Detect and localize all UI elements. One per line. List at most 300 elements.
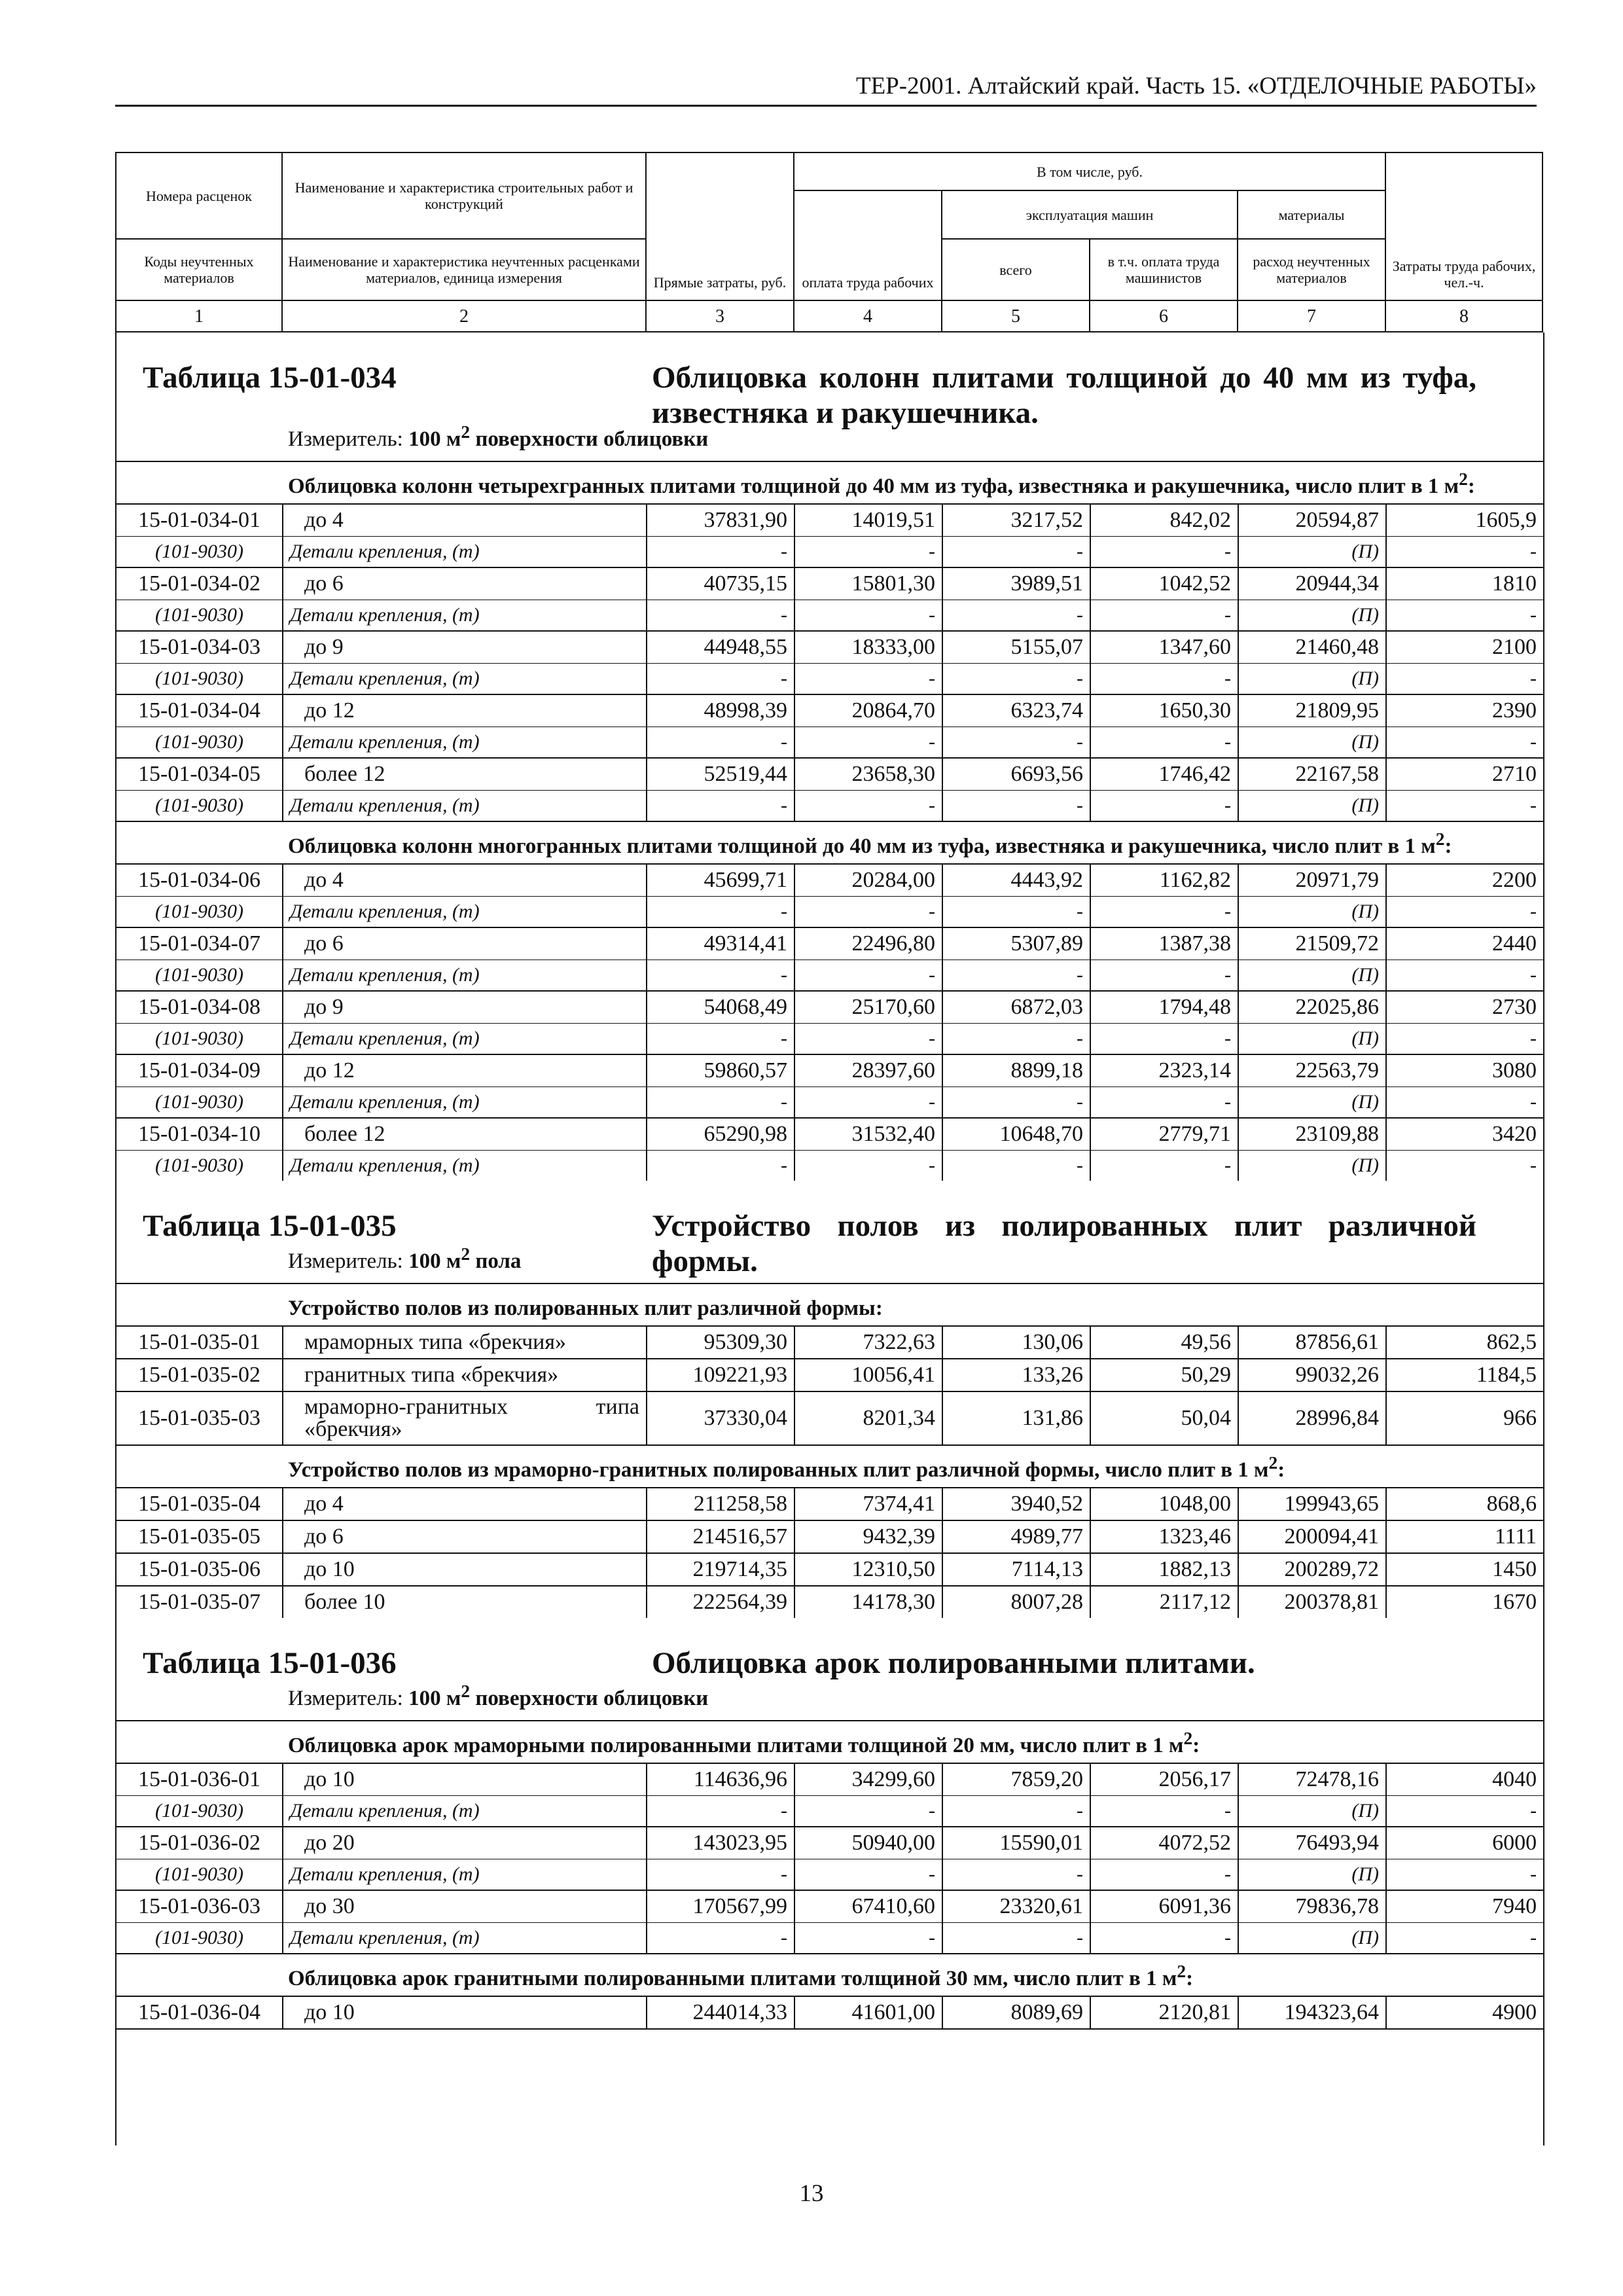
cell-mach: - [942, 960, 1090, 992]
cell-hours: - [1386, 727, 1543, 759]
cell-hours: 2390 [1386, 694, 1543, 727]
cell-mat: 21460,48 [1238, 631, 1386, 664]
material-row [116, 897, 1543, 928]
cell-direct: - [647, 537, 794, 568]
cell-direct: 222564,39 [647, 1586, 794, 1618]
material-row [116, 791, 1543, 822]
cell-hours: 862,5 [1386, 1326, 1543, 1359]
material-code: (101-9030) [116, 897, 283, 928]
work-name: до 10 [283, 1763, 647, 1796]
cell-direct: 44948,55 [647, 631, 794, 664]
cell-mach-labor: 1048,00 [1090, 1488, 1238, 1520]
material-code: (101-9030) [116, 791, 283, 822]
rate-row [116, 1827, 1543, 1859]
col7-label: расход неучтенных материалов [1238, 239, 1385, 300]
cell-mat: 20944,34 [1238, 567, 1386, 600]
rate-code: 15-01-034-10 [116, 1118, 283, 1151]
cell-mach: - [942, 1024, 1090, 1055]
measure-superscript: 2 [461, 1244, 471, 1264]
group-heading-colon: : [1192, 1734, 1200, 1757]
material-name: Детали крепления, (т) [283, 1087, 647, 1119]
cell-mach-labor: - [1090, 791, 1238, 822]
header-rule [115, 105, 1537, 107]
cell-hours: 2100 [1386, 631, 1543, 664]
cell-hours: 1111 [1386, 1520, 1543, 1553]
cell-mach-labor: - [1090, 960, 1238, 992]
group-heading-superscript: 2 [1459, 469, 1468, 489]
cell-mach-labor: 49,56 [1090, 1326, 1238, 1359]
group-heading [116, 461, 1543, 504]
group-heading-text: Устройство полов из полированных плит различной формы: [288, 1297, 883, 1320]
col5-label: всего [942, 239, 1090, 300]
cell-mach: - [942, 1087, 1090, 1119]
material-row [116, 537, 1543, 568]
col2-top-label: Наименование и характеристика строительных работ и конструкций [282, 152, 646, 239]
cell-mach: - [942, 897, 1090, 928]
col3-label: Прямые затраты, руб. [646, 152, 794, 300]
cell-hours: 4040 [1386, 1763, 1543, 1796]
cell-direct: 244014,33 [647, 1996, 794, 2029]
cell-labor: - [794, 1151, 942, 1181]
work-name: до 4 [283, 864, 647, 897]
group-heading-colon: : [1277, 1458, 1285, 1482]
cell-labor: 20864,70 [794, 694, 942, 727]
cell-direct: - [647, 600, 794, 632]
cell-mat: (П) [1238, 897, 1386, 928]
measure-superscript: 2 [461, 422, 471, 442]
rates-table [116, 461, 1543, 1181]
material-code: (101-9030) [116, 1923, 283, 1954]
cell-mat: 20971,79 [1238, 864, 1386, 897]
cell-direct: 54068,49 [647, 991, 794, 1024]
rate-row [116, 1488, 1543, 1520]
rates-body [115, 332, 1544, 2145]
cell-mach-labor: 1323,46 [1090, 1520, 1238, 1553]
cell-mach: 8899,18 [942, 1054, 1090, 1087]
cell-direct: - [647, 1151, 794, 1181]
work-name: до 20 [283, 1827, 647, 1859]
cell-mach: 7114,13 [942, 1553, 1090, 1586]
work-name: более 10 [283, 1586, 647, 1618]
incl-label: В том числе, руб. [794, 152, 1385, 190]
work-name: гранитных типа «брекчия» [283, 1359, 647, 1391]
material-row [116, 1151, 1543, 1181]
cell-mat: 28996,84 [1238, 1391, 1386, 1445]
cell-direct: 48998,39 [647, 694, 794, 727]
rate-row [116, 694, 1543, 727]
cell-labor: 14019,51 [794, 504, 942, 537]
cell-hours: 1184,5 [1386, 1359, 1543, 1391]
cell-labor: 10056,41 [794, 1359, 942, 1391]
material-name: Детали крепления, (т) [283, 1859, 647, 1891]
cell-mach: 15590,01 [942, 1827, 1090, 1859]
group-heading-text: Устройство полов из мраморно-гранитных полированных плит различной формы, число плит в 1 м [288, 1458, 1269, 1482]
running-header: ТЕР-2001. Алтайский край. Часть 15. «ОТДЕЛОЧНЫЕ РАБОТЫ» [855, 73, 1537, 99]
rate-code: 15-01-034-01 [116, 504, 283, 537]
rate-code: 15-01-035-07 [116, 1586, 283, 1618]
cell-mach-labor: 1162,82 [1090, 864, 1238, 897]
measure-label: Измеритель: [288, 1249, 403, 1273]
cell-labor: 28397,60 [794, 1054, 942, 1087]
group-heading-row [116, 1721, 1543, 1763]
cell-labor: - [794, 960, 942, 992]
cell-mat: 22025,86 [1238, 991, 1386, 1024]
material-code: (101-9030) [116, 1859, 283, 1891]
cell-mat: 194323,64 [1238, 1996, 1386, 2029]
cell-mach: 6323,74 [942, 694, 1090, 727]
material-code: (101-9030) [116, 727, 283, 759]
cell-mach: 3217,52 [942, 504, 1090, 537]
cell-direct: - [647, 897, 794, 928]
cell-mat: 72478,16 [1238, 1763, 1386, 1796]
material-row [116, 1859, 1543, 1891]
cell-mach-labor: 4072,52 [1090, 1827, 1238, 1859]
cell-hours: - [1386, 537, 1543, 568]
cell-mach-labor: 842,02 [1090, 504, 1238, 537]
cell-labor: - [794, 1087, 942, 1119]
cell-mach-labor: 1882,13 [1090, 1553, 1238, 1586]
cell-hours: - [1386, 664, 1543, 695]
rate-row [116, 1359, 1543, 1391]
cell-direct: 40735,15 [647, 567, 794, 600]
material-code: (101-9030) [116, 537, 283, 568]
rate-row [116, 1391, 1543, 1445]
cell-mat: 200378,81 [1238, 1586, 1386, 1618]
cell-mach-labor: - [1090, 1024, 1238, 1055]
cell-direct: 49314,41 [647, 927, 794, 960]
table-title: Устройство полов из полированных плит различной формы. [652, 1209, 1476, 1278]
material-name: Детали крепления, (т) [283, 897, 647, 928]
rate-code: 15-01-035-02 [116, 1359, 283, 1391]
cell-direct: - [647, 1024, 794, 1055]
section-header [116, 1618, 1543, 1720]
cell-mach: 4989,77 [942, 1520, 1090, 1553]
cell-hours: - [1386, 1087, 1543, 1119]
material-row [116, 1923, 1543, 1954]
cell-mat: 22563,79 [1238, 1054, 1386, 1087]
cell-direct: - [647, 1796, 794, 1827]
material-code: (101-9030) [116, 600, 283, 632]
cell-mat: (П) [1238, 664, 1386, 695]
cell-mach: 6872,03 [942, 991, 1090, 1024]
cell-mach-labor: - [1090, 727, 1238, 759]
cell-mach-labor: - [1090, 1796, 1238, 1827]
rate-code: 15-01-035-01 [116, 1326, 283, 1359]
cell-hours: 2730 [1386, 991, 1543, 1024]
material-row [116, 1796, 1543, 1827]
cell-mach: 131,86 [942, 1391, 1090, 1445]
cell-mach-labor: - [1090, 1923, 1238, 1954]
cell-labor: - [794, 1923, 942, 1954]
cell-mach-labor: - [1090, 897, 1238, 928]
group-heading-colon: : [1444, 834, 1452, 858]
cell-direct: 65290,98 [647, 1118, 794, 1151]
col6-label: в т.ч. оплата труда машинистов [1090, 239, 1238, 300]
cell-mach-labor: - [1090, 664, 1238, 695]
cell-mat: 99032,26 [1238, 1359, 1386, 1391]
cell-mach-labor: 1042,52 [1090, 567, 1238, 600]
cell-mach-labor: - [1090, 1859, 1238, 1891]
material-name: Детали крепления, (т) [283, 600, 647, 632]
work-name: более 12 [283, 1118, 647, 1151]
rate-row [116, 1520, 1543, 1553]
cell-mat: 87856,61 [1238, 1326, 1386, 1359]
cell-hours: 6000 [1386, 1827, 1543, 1859]
cell-mach-labor: - [1090, 600, 1238, 632]
rate-row [116, 1586, 1543, 1618]
measure-unit [288, 422, 708, 452]
machines-label: эксплуатация машин [942, 190, 1238, 239]
group-heading-row [116, 1954, 1543, 1996]
cell-mach: - [942, 727, 1090, 759]
cell-mach-labor: 1347,60 [1090, 631, 1238, 664]
cell-mat: (П) [1238, 791, 1386, 822]
cell-mach-labor: 1746,42 [1090, 758, 1238, 791]
material-name: Детали крепления, (т) [283, 1923, 647, 1954]
work-name: более 12 [283, 758, 647, 791]
rate-row [116, 927, 1543, 960]
cell-mach: 23320,61 [942, 1890, 1090, 1923]
rate-code: 15-01-035-06 [116, 1553, 283, 1586]
cell-labor: 41601,00 [794, 1996, 942, 2029]
rate-row [116, 864, 1543, 897]
cell-hours: - [1386, 600, 1543, 632]
cell-labor: 50940,00 [794, 1827, 942, 1859]
rate-code: 15-01-034-04 [116, 694, 283, 727]
cell-mach-labor: 50,04 [1090, 1391, 1238, 1445]
cell-hours: - [1386, 1859, 1543, 1891]
cell-mach: - [942, 1796, 1090, 1827]
work-name: до 12 [283, 1054, 647, 1087]
col-number: 6 [1090, 300, 1238, 332]
cell-mat: (П) [1238, 600, 1386, 632]
cell-mach: 3940,52 [942, 1488, 1090, 1520]
rate-row [116, 567, 1543, 600]
col-number: 7 [1238, 300, 1385, 332]
work-name: до 6 [283, 567, 647, 600]
material-code: (101-9030) [116, 1796, 283, 1827]
cell-mat: 22167,58 [1238, 758, 1386, 791]
cell-labor: 7322,63 [794, 1326, 942, 1359]
rate-row [116, 1553, 1543, 1586]
col-number: 1 [116, 300, 282, 332]
cell-mat: 21809,95 [1238, 694, 1386, 727]
group-heading [116, 821, 1543, 864]
col1-top-label: Номера расценок [116, 152, 282, 239]
rate-row [116, 504, 1543, 537]
cell-mach: 8007,28 [942, 1586, 1090, 1618]
cell-direct: 37330,04 [647, 1391, 794, 1445]
group-heading-colon: : [1467, 475, 1475, 498]
cell-hours: - [1386, 1923, 1543, 1954]
cell-direct: 170567,99 [647, 1890, 794, 1923]
rate-row [116, 1996, 1543, 2029]
rate-code: 15-01-036-03 [116, 1890, 283, 1923]
cell-hours: 1670 [1386, 1586, 1543, 1618]
group-heading-text: Облицовка арок мраморными полированными плитами толщиной 20 мм, число плит в 1 м [288, 1734, 1184, 1757]
col-number: 2 [282, 300, 646, 332]
cell-direct: - [647, 727, 794, 759]
cell-labor: - [794, 600, 942, 632]
group-heading-text: Облицовка колонн многогранных плитами толщиной до 40 мм из туфа, известняка и ракушечника, число плит в 1 м [288, 834, 1436, 858]
col4-label: оплата труда рабочих [794, 190, 942, 300]
cell-hours: - [1386, 897, 1543, 928]
work-name: мраморных типа «брекчия» [283, 1326, 647, 1359]
cell-labor: - [794, 664, 942, 695]
rate-code: 15-01-035-05 [116, 1520, 283, 1553]
cell-mat: (П) [1238, 960, 1386, 992]
work-name: до 12 [283, 694, 647, 727]
measure-superscript: 2 [461, 1681, 471, 1701]
cell-hours: 2440 [1386, 927, 1543, 960]
col-number: 3 [646, 300, 794, 332]
cell-mach-labor: 1794,48 [1090, 991, 1238, 1024]
rates-table [116, 1720, 1543, 2030]
material-name: Детали крепления, (т) [283, 664, 647, 695]
cell-mat: 200289,72 [1238, 1553, 1386, 1586]
cell-direct: 45699,71 [647, 864, 794, 897]
cell-mat: 20594,87 [1238, 504, 1386, 537]
cell-mach: - [942, 664, 1090, 695]
cell-labor: 34299,60 [794, 1763, 942, 1796]
cell-labor: 7374,41 [794, 1488, 942, 1520]
material-row [116, 600, 1543, 632]
cell-labor: 18333,00 [794, 631, 942, 664]
material-name: Детали крепления, (т) [283, 727, 647, 759]
group-heading-text: Облицовка арок гранитными полированными плитами толщиной 30 мм, число плит в 1 м [288, 1967, 1177, 1990]
rate-row [116, 758, 1543, 791]
cell-hours: 966 [1386, 1391, 1543, 1445]
work-name: до 10 [283, 1996, 647, 2029]
section-header [116, 1181, 1543, 1283]
group-heading-superscript: 2 [1183, 1728, 1193, 1748]
cell-mach-labor: 2120,81 [1090, 1996, 1238, 2029]
work-name: до 6 [283, 927, 647, 960]
group-heading-text: Облицовка колонн четырехгранных плитами толщиной до 40 мм из туфа, известняка и ракушечника, число плит в 1 м [288, 475, 1459, 498]
work-name: до 4 [283, 1488, 647, 1520]
work-name: до 9 [283, 631, 647, 664]
cell-direct: 143023,95 [647, 1827, 794, 1859]
cell-direct: 219714,35 [647, 1553, 794, 1586]
cell-direct: 95309,30 [647, 1326, 794, 1359]
cell-hours: 2200 [1386, 864, 1543, 897]
work-name: до 30 [283, 1890, 647, 1923]
material-code: (101-9030) [116, 1024, 283, 1055]
work-name: мраморно-гранитных типа «брекчия» [283, 1391, 647, 1445]
cell-mach-labor: 1650,30 [1090, 694, 1238, 727]
cell-labor: - [794, 727, 942, 759]
cell-direct: - [647, 791, 794, 822]
cell-direct: 52519,44 [647, 758, 794, 791]
group-heading [116, 1283, 1543, 1326]
rate-row [116, 1890, 1543, 1923]
cell-mach-labor: - [1090, 1151, 1238, 1181]
measure-unit [288, 1681, 708, 1711]
rate-code: 15-01-034-06 [116, 864, 283, 897]
measure-object: поверхности облицовки [475, 1687, 709, 1710]
cell-labor: 8201,34 [794, 1391, 942, 1445]
cell-labor: - [794, 1859, 942, 1891]
cell-hours: 1450 [1386, 1553, 1543, 1586]
measure-value [408, 1244, 522, 1273]
cell-mach: 4443,92 [942, 864, 1090, 897]
cell-hours: 1605,9 [1386, 504, 1543, 537]
cell-mach-labor: - [1090, 1087, 1238, 1119]
cell-mach: 5307,89 [942, 927, 1090, 960]
cell-mat: 200094,41 [1238, 1520, 1386, 1553]
col8-label: Затраты труда рабочих, чел.-ч. [1385, 152, 1543, 300]
material-name: Детали крепления, (т) [283, 1024, 647, 1055]
cell-direct: 37831,90 [647, 504, 794, 537]
cell-mach: - [942, 791, 1090, 822]
cell-direct: - [647, 1087, 794, 1119]
work-name: до 4 [283, 504, 647, 537]
measure-unit [288, 1244, 521, 1274]
rate-code: 15-01-035-03 [116, 1391, 283, 1445]
cell-direct: 109221,93 [647, 1359, 794, 1391]
table-title: Облицовка арок полированными плитами. [652, 1646, 1255, 1680]
measure-amount: 100 м [408, 427, 461, 451]
measure-amount: 100 м [408, 1687, 461, 1710]
rate-code: 15-01-034-09 [116, 1054, 283, 1087]
cell-mach-labor: 2323,14 [1090, 1054, 1238, 1087]
cell-mach: - [942, 1923, 1090, 1954]
col-number: 5 [942, 300, 1090, 332]
group-heading [116, 1721, 1543, 1763]
cell-labor: 20284,00 [794, 864, 942, 897]
cell-labor: 14178,30 [794, 1586, 942, 1618]
rate-row [116, 1763, 1543, 1796]
rate-row [116, 631, 1543, 664]
cell-labor: 31532,40 [794, 1118, 942, 1151]
rate-code: 15-01-034-03 [116, 631, 283, 664]
cell-hours: 1810 [1386, 567, 1543, 600]
material-row [116, 960, 1543, 992]
cell-mach: 130,06 [942, 1326, 1090, 1359]
material-name: Детали крепления, (т) [283, 537, 647, 568]
material-name: Детали крепления, (т) [283, 1151, 647, 1181]
cell-direct: - [647, 664, 794, 695]
measure-value [408, 422, 709, 451]
cell-hours: 7940 [1386, 1890, 1543, 1923]
cell-mach: 6693,56 [942, 758, 1090, 791]
measure-label: Измеритель: [288, 427, 403, 451]
cell-direct: 114636,96 [647, 1763, 794, 1796]
measure-object: пола [475, 1249, 522, 1273]
group-heading-row [116, 821, 1543, 864]
rate-code: 15-01-036-02 [116, 1827, 283, 1859]
group-heading-superscript: 2 [1268, 1452, 1278, 1473]
cell-mach-labor: 1387,38 [1090, 927, 1238, 960]
cell-mat: (П) [1238, 1859, 1386, 1891]
cell-mach-labor: 50,29 [1090, 1359, 1238, 1391]
rate-code: 15-01-036-01 [116, 1763, 283, 1796]
cell-labor: - [794, 897, 942, 928]
cell-mat: 76493,94 [1238, 1827, 1386, 1859]
measure-value [408, 1681, 709, 1710]
material-name: Детали крепления, (т) [283, 1796, 647, 1827]
column-header-table [115, 152, 1543, 332]
table-title: Облицовка колонн плитами толщиной до 40 мм из туфа, известняка и ракушечника. [652, 361, 1476, 430]
group-heading [116, 1445, 1543, 1488]
work-name: до 6 [283, 1520, 647, 1553]
work-name: до 9 [283, 991, 647, 1024]
col-number: 4 [794, 300, 942, 332]
cell-hours: 3420 [1386, 1118, 1543, 1151]
cell-hours: 868,6 [1386, 1488, 1543, 1520]
table-number: Таблица 15-01-034 [143, 361, 397, 395]
rate-code: 15-01-036-04 [116, 1996, 283, 2029]
